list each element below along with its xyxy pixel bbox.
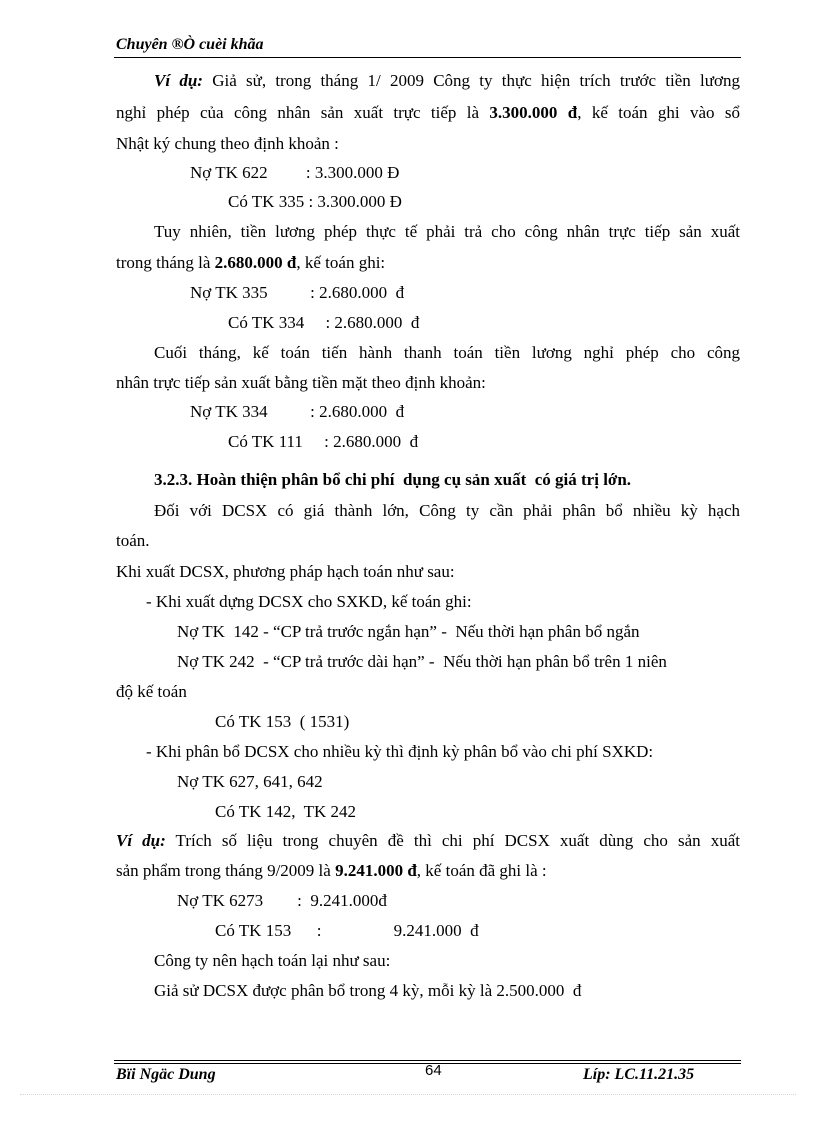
bullet1-credit: Có TK 153 ( 1531) xyxy=(215,712,350,731)
journal3-credit: Có TK 111 : 2.680.000 đ xyxy=(228,432,419,451)
header-title: Chuyên ®Ò cuèi khãa xyxy=(116,36,264,53)
journal2-credit: Có TK 334 : 2.680.000 đ xyxy=(228,313,420,332)
example1-line1: Ví dụ: Giả sử, trong tháng 1/ 2009 Công ty thực hiện trích trước tiền lương xyxy=(154,71,740,90)
footer-author: Bïi Ngäc Dung xyxy=(116,1066,216,1083)
para4-line2: toán. xyxy=(116,531,150,550)
bullet1-debit2-cont: độ kế toán xyxy=(116,682,187,701)
header-rule xyxy=(114,57,741,58)
journal1-credit: Có TK 335 : 3.300.000 Đ xyxy=(228,192,402,211)
footer-rule xyxy=(114,1060,741,1061)
footer-class: Líp: LC.11.21.35 xyxy=(583,1066,695,1083)
example1-line3: Nhật ký chung theo định khoản : xyxy=(116,134,339,153)
example2-line2: sản phẩm trong tháng 9/2009 là 9.241.000 đ, kế toán đã ghi là : xyxy=(116,861,547,880)
example1-label: Ví dụ: xyxy=(154,71,203,90)
bullet2: - Khi phân bổ DCSX cho nhiều kỳ thì định kỳ phân bổ vào chi phí SXKD: xyxy=(146,742,654,761)
example2-line1: Ví dụ: Trích số liệu trong chuyên đề thì chi phí DCSX xuất dùng cho sản xuất xyxy=(116,831,740,850)
bullet1-debit2: Nợ TK 242 - “CP trả trước dài hạn” - Nếu thời hạn phân bổ trên 1 niên xyxy=(177,652,667,671)
para7: Giả sử DCSX được phân bổ trong 4 kỳ, mỗi kỳ là 2.500.000 đ xyxy=(154,981,582,1000)
para2-amount: 2.680.000 đ xyxy=(214,253,297,272)
example2-amount: 9.241.000 đ xyxy=(335,861,417,880)
para6: Công ty nên hạch toán lại như sau: xyxy=(154,951,391,970)
journal2-debit: Nợ TK 335 : 2.680.000 đ xyxy=(190,283,405,302)
page-bottom-dotted-border xyxy=(20,1094,796,1095)
para2-line2: trong tháng là 2.680.000 đ, kế toán ghi: xyxy=(116,253,386,272)
bullet2-credit: Có TK 142, TK 242 xyxy=(215,802,357,821)
example1-amount: 3.300.000 đ xyxy=(489,103,578,122)
bullet2-debit: Nợ TK 627, 641, 642 xyxy=(177,772,323,791)
journal3-debit: Nợ TK 334 : 2.680.000 đ xyxy=(190,402,405,421)
para3-line1: Cuối tháng, kế toán tiến hành thanh toán tiền lương nghỉ phép cho công xyxy=(154,343,740,362)
para2-line1: Tuy nhiên, tiền lương phép thực tế phải trả cho công nhân trực tiếp sản xuất xyxy=(154,222,740,241)
journal1-debit: Nợ TK 622 : 3.300.000 Đ xyxy=(190,163,400,182)
bullet1-debit1: Nợ TK 142 - “CP trả trước ngắn hạn” - Nếu thời hạn phân bổ ngắn xyxy=(177,622,640,641)
para3-line2: nhân trực tiếp sản xuất bằng tiền mặt theo định khoản: xyxy=(116,373,486,392)
journal4-debit: Nợ TK 6273 : 9.241.000đ xyxy=(177,891,387,910)
example2-label: Ví dụ: xyxy=(116,831,166,850)
example1-line2: nghỉ phép của công nhân sản xuất trực tiếp là 3.300.000 đ, kế toán ghi vào sổ xyxy=(116,103,740,122)
bullet1: - Khi xuất dựng DCSX cho SXKD, kế toán ghi: xyxy=(146,592,472,611)
para5: Khi xuất DCSX, phương pháp hạch toán như sau: xyxy=(116,562,455,581)
journal4-credit: Có TK 153 : 9.241.000 đ xyxy=(215,921,479,940)
section-heading: 3.2.3. Hoàn thiện phân bổ chi phí dụng cụ sản xuất có giá trị lớn. xyxy=(154,470,632,489)
page-number: 64 xyxy=(425,1062,442,1079)
para4-line1: Đối với DCSX có giá thành lớn, Công ty cần phải phân bổ nhiều kỳ hạch xyxy=(154,501,740,520)
